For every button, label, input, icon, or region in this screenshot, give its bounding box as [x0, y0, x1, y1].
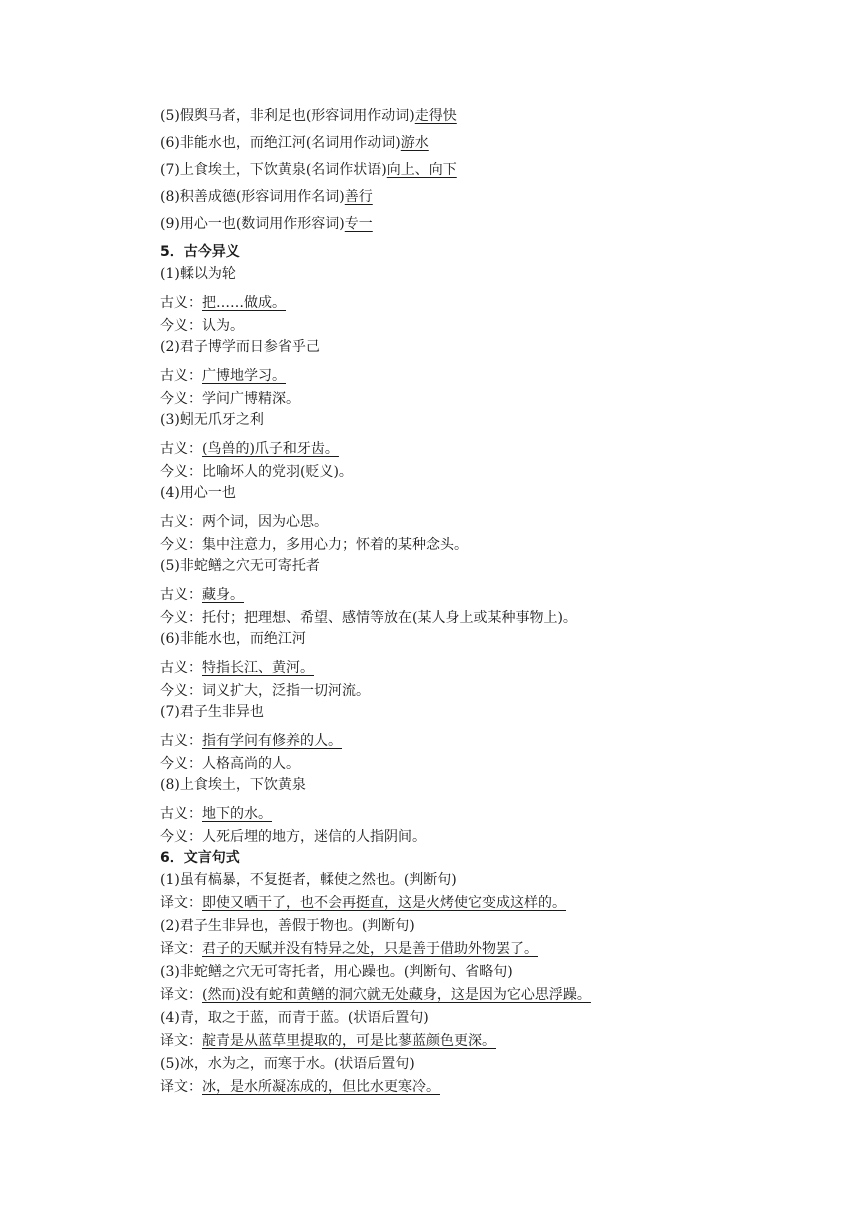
archaic-new-8: 今义：人死后埋的地方，迷信的人指阴间。 [160, 829, 426, 845]
archaic-old-6: 古义：特指长江、黄河。 [160, 660, 314, 676]
archaic-old-5: 古义：藏身。 [160, 587, 244, 603]
archaic-old-8: 古义：地下的水。 [160, 806, 272, 822]
syntax-translation-4: 译文：靛青是从蓝草里提取的，可是比蓼蓝颜色更深。 [160, 1033, 496, 1049]
archaic-example-2: (2)君子博学而日参省乎己 [160, 339, 320, 355]
usage-sentence: (5)假舆马者，非利足也(形容词用作动词) [160, 108, 415, 124]
syntax-translation-2: 译文：君子的天赋并没有特异之处，只是善于借助外物罢了。 [160, 941, 538, 957]
usage-item-8 [160, 187, 373, 207]
usage-sentence: (9)用心一也(数词用作形容词) [160, 216, 345, 232]
usage-sentence: (6)非能水也，而绝江河(名词用作动词) [160, 135, 401, 151]
archaic-old-3: 古义：(鸟兽的)爪子和牙齿。 [160, 441, 339, 457]
syntax-sentence-2: (2)君子生非异也，善假于物也。(判断句) [160, 918, 415, 934]
archaic-example-4: (4)用心一也 [160, 485, 236, 501]
archaic-example-3: (3)蚓无爪牙之利 [160, 412, 264, 428]
section-heading-6: 6．文言句式 [160, 850, 240, 866]
usage-answer: 向上、向下 [386, 162, 457, 178]
usage-item-7 [160, 160, 457, 180]
archaic-old-7: 古义：指有学问有修养的人。 [160, 733, 342, 749]
usage-answer: 专一 [344, 216, 373, 232]
usage-item-9 [160, 214, 373, 234]
archaic-example-1: (1)輮以为轮 [160, 266, 236, 282]
usage-sentence: (7)上食埃土，下饮黄泉(名词作状语) [160, 162, 387, 178]
archaic-example-7: (7)君子生非异也 [160, 704, 264, 720]
archaic-new-1: 今义：认为。 [160, 318, 244, 334]
syntax-sentence-4: (4)青，取之于蓝，而青于蓝。(状语后置句) [160, 1010, 429, 1026]
archaic-new-7: 今义：人格高尚的人。 [160, 756, 300, 772]
archaic-example-6: (6)非能水也，而绝江河 [160, 631, 306, 647]
usage-item-6 [160, 133, 429, 153]
syntax-translation-3: 译文：(然而)没有蛇和黄鳝的洞穴就无处藏身，这是因为它心思浮躁。 [160, 987, 591, 1003]
syntax-translation-1: 译文：即使又晒干了，也不会再挺直，这是火烤使它变成这样的。 [160, 895, 566, 911]
archaic-old-2: 古义：广博地学习。 [160, 368, 286, 384]
usage-answer: 走得快 [414, 108, 457, 124]
syntax-translation-5: 译文：冰，是水所凝冻成的，但比水更寒冷。 [160, 1079, 440, 1095]
archaic-new-6: 今义：词义扩大，泛指一切河流。 [160, 683, 370, 699]
archaic-old-4: 古义：两个词，因为心思。 [160, 514, 328, 530]
archaic-example-5: (5)非蛇鳝之穴无可寄托者 [160, 558, 320, 574]
usage-sentence: (8)积善成德(形容词用作名词) [160, 189, 345, 205]
archaic-new-2: 今义：学问广博精深。 [160, 391, 300, 407]
archaic-example-8: (8)上食埃土，下饮黄泉 [160, 777, 306, 793]
usage-item-5 [160, 106, 457, 126]
archaic-new-5: 今义：托付；把理想、希望、感情等放在(某人身上或某种事物上)。 [160, 610, 577, 626]
archaic-new-4: 今义：集中注意力，多用心力；怀着的某种念头。 [160, 537, 468, 553]
usage-answer: 善行 [344, 189, 373, 205]
archaic-old-1: 古义：把……做成。 [160, 295, 286, 311]
usage-answer: 游水 [400, 135, 429, 151]
syntax-sentence-1: (1)虽有槁暴，不复挺者，輮使之然也。(判断句) [160, 872, 457, 888]
syntax-sentence-5: (5)冰，水为之，而寒于水。(状语后置句) [160, 1056, 415, 1072]
archaic-new-3: 今义：比喻坏人的党羽(贬义)。 [160, 464, 353, 480]
syntax-sentence-3: (3)非蛇鳝之穴无可寄托者，用心躁也。(判断句、省略句) [160, 964, 513, 980]
section-heading-5: 5．古今异义 [160, 244, 240, 260]
